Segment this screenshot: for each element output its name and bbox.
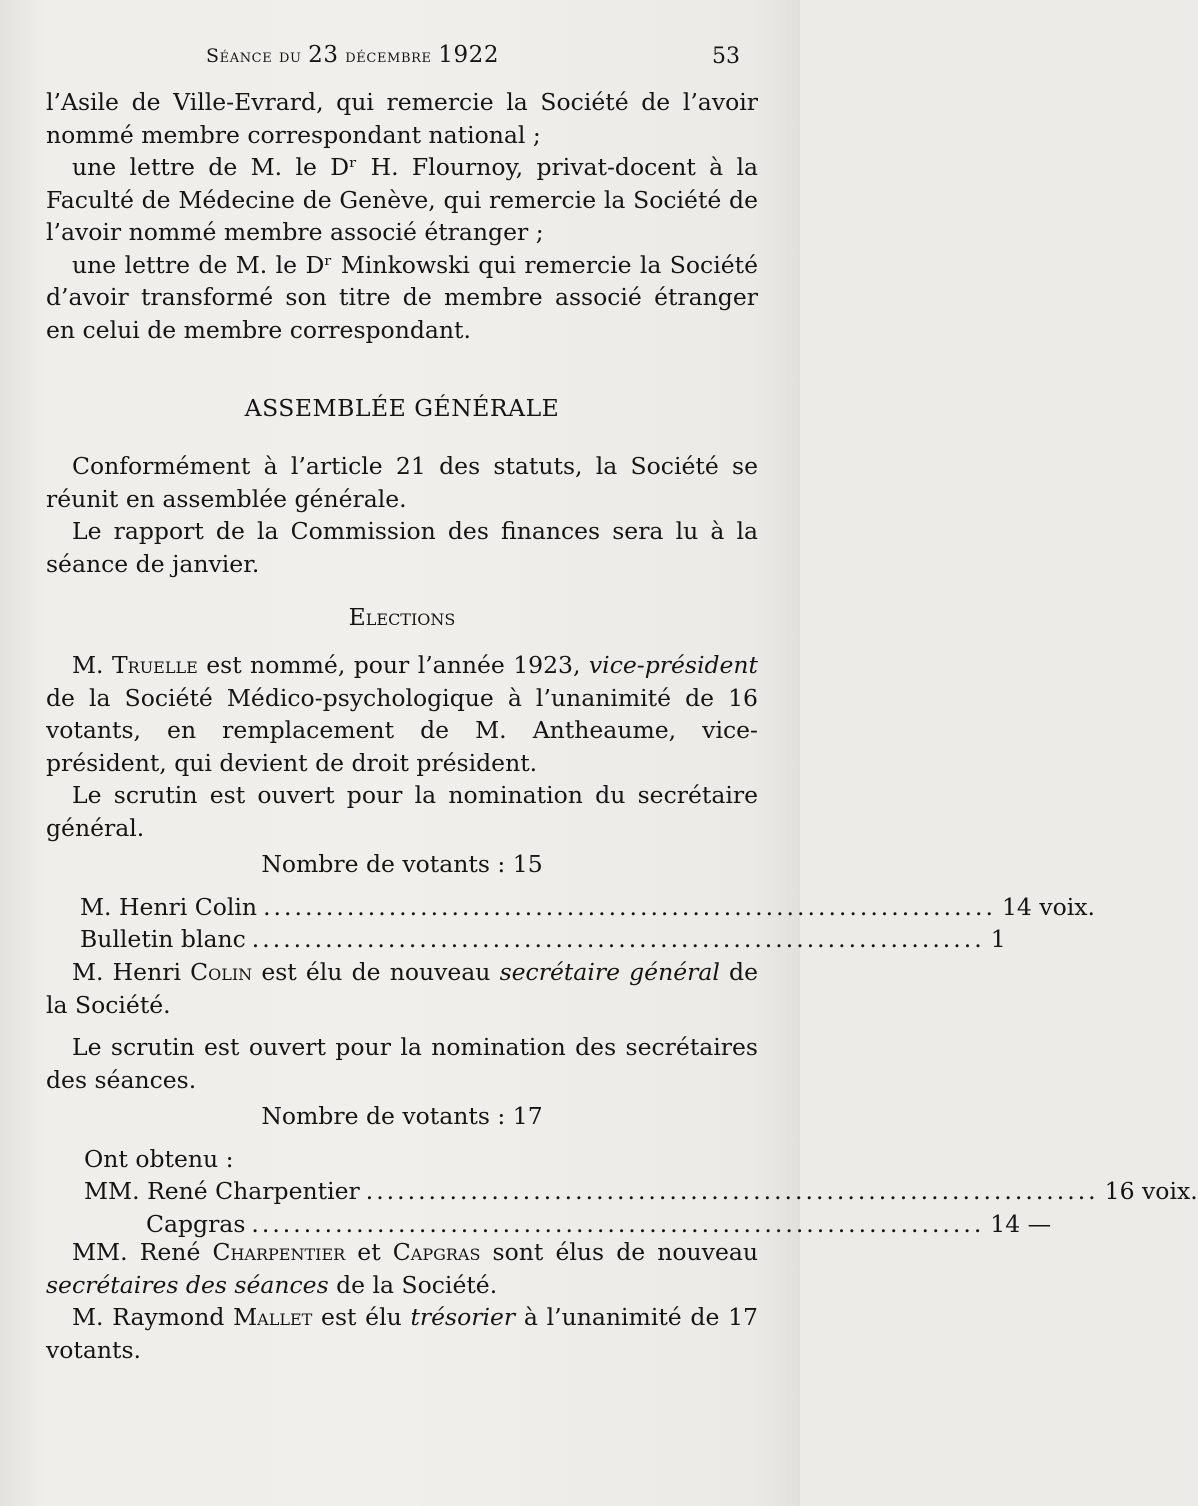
person-name-capgras: Capgras xyxy=(392,1238,481,1266)
text-run: est nommé, pour l’année 1923, xyxy=(197,651,589,679)
role-secretaires-seances: secrétaires des séances xyxy=(46,1270,329,1299)
paragraph-conformement: Conformément à l’article 21 des statuts, la Société se réunit en assemblée générale. xyxy=(46,452,758,513)
leader-dots: ...................................................................... xyxy=(365,1177,1099,1205)
text-run: M. Raymond xyxy=(72,1303,234,1331)
body-text-colin xyxy=(46,956,758,1096)
text-run: est élu xyxy=(312,1303,411,1331)
role-tresorier: trésorier xyxy=(410,1303,516,1331)
section-assemblee xyxy=(46,392,758,425)
leader-dots: ...................................................................... xyxy=(251,925,985,953)
paragraph-rapport: Le rapport de la Commission des finances sera lu à la séance de janvier. xyxy=(46,517,758,578)
vote-row-value: 14 — xyxy=(990,1209,1052,1238)
leader-dots: ...................................................................... xyxy=(263,892,996,921)
paragraph-mallet xyxy=(46,1301,758,1366)
vote-count-line: Nombre de votants : 17 xyxy=(261,1102,543,1130)
vote-row-label: Bulletin blanc xyxy=(80,925,246,953)
role-vice-president: vice-président xyxy=(588,651,758,679)
text-run: MM. René xyxy=(72,1238,213,1266)
vote-count-line: Nombre de votants : 15 xyxy=(261,850,543,878)
vote-row-label: Capgras xyxy=(146,1209,246,1238)
vote-row-label: MM. René Charpentier xyxy=(84,1177,360,1205)
person-name-truelle: Truelle xyxy=(111,651,198,679)
person-name-mallet: Mallet xyxy=(233,1303,313,1331)
body-text-elections xyxy=(46,649,758,844)
vote-row-value: 14 voix. xyxy=(1001,892,1096,921)
vote-row-label: M. Henri Colin xyxy=(80,892,258,921)
body-text-assemblee xyxy=(46,450,758,580)
running-title xyxy=(206,42,499,68)
person-name-colin: Colin xyxy=(190,958,253,986)
paragraph-flournoy: une lettre de M. le Dʳ H. Flournoy, privat-docent à la Faculté de Médecine de Genève, qui remercie la Société de l’avoir nommé membre associé étranger ; xyxy=(46,153,758,246)
page-header xyxy=(46,40,758,74)
vote-row-colin xyxy=(46,891,1096,924)
running-title-day: 23 xyxy=(308,42,339,68)
running-title-part: décembre xyxy=(338,45,439,67)
vote-row-blank xyxy=(46,923,1006,956)
vote-row-value: 1 xyxy=(990,925,1006,953)
section-title-elections: Elections xyxy=(348,603,456,631)
text-run: et xyxy=(345,1238,393,1266)
body-text-top xyxy=(46,86,758,346)
text-run: est élu de nouveau xyxy=(252,958,500,986)
text-run: de la Société Médico-psychologique à l’unanimité de 16 votants, en remplacement de M. Antheaume, vice-président, qui devient de droit président. xyxy=(46,683,758,777)
text-run: M. xyxy=(72,651,112,679)
paragraph-asile: l’Asile de Ville-Evrard, qui remercie la Société de l’avoir nommé membre correspondant national ; xyxy=(46,88,758,149)
text-run: de la Société. xyxy=(328,1270,498,1299)
paragraph-colin-elu xyxy=(46,956,758,1021)
vote-row-charpentier xyxy=(46,1175,1198,1208)
running-title-part: Séance du xyxy=(206,45,309,67)
text-run: de la Société. xyxy=(46,958,758,1019)
paragraph-scrutin-secretaires: Le scrutin est ouvert pour la nomination des secrétaires des séances. xyxy=(46,1033,758,1094)
section-elections xyxy=(46,601,758,634)
vote-secretaire-general xyxy=(46,848,1096,956)
vote-secretaires-seances xyxy=(46,1100,1198,1240)
page-number: 53 xyxy=(712,44,740,69)
role-secretaire-general: secrétaire général xyxy=(499,958,720,986)
paragraph-charpentier-capgras xyxy=(46,1236,758,1301)
text-run: M. Henri xyxy=(72,958,191,986)
vote-row-value: 16 voix. xyxy=(1104,1177,1198,1205)
person-name-charpentier: Charpentier xyxy=(212,1238,346,1266)
obtained-label: Ont obtenu : xyxy=(84,1144,234,1173)
text-run: à l’unanimité de 17 votants. xyxy=(46,1303,758,1364)
paragraph-minkowski: une lettre de M. le Dʳ Minkowski qui remercie la Société d’avoir transformé son titre de membre associé étranger en celui de membre correspondant. xyxy=(46,250,758,344)
text-run: sont élus de nouveau xyxy=(480,1238,759,1266)
running-title-year: 1922 xyxy=(438,42,500,68)
paragraph-scrutin-secretaire-general: Le scrutin est ouvert pour la nomination du secrétaire général. xyxy=(46,781,758,842)
body-text-final xyxy=(46,1236,758,1366)
leader-dots: ...................................................................... xyxy=(251,1209,985,1238)
paragraph-truelle xyxy=(46,649,758,779)
section-title-assemblee-generale: ASSEMBLÉE GÉNÉRALE xyxy=(244,394,560,422)
